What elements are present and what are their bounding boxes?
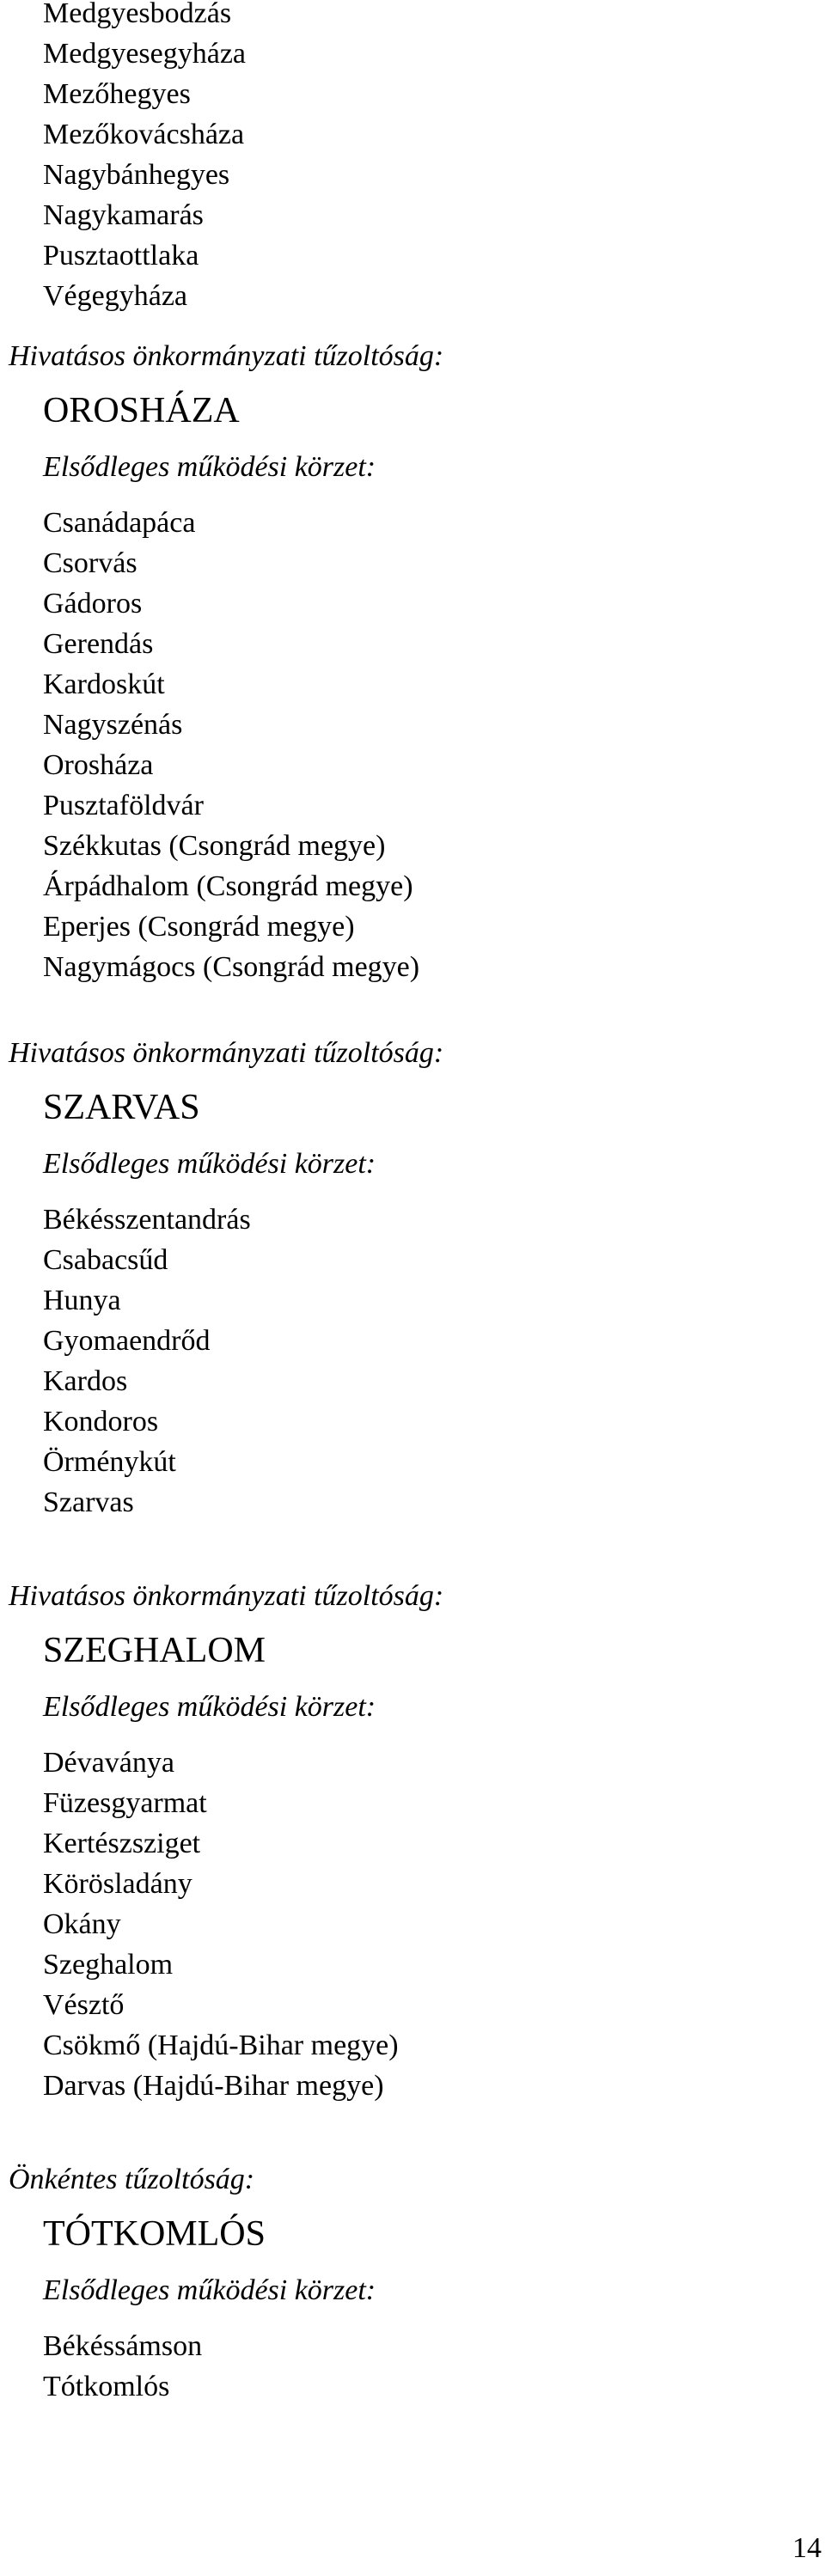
list-item: Eperjes (Csongrád megye) — [43, 911, 355, 943]
page-number: 14 — [792, 2532, 822, 2564]
service-area-label: Elsődleges működési körzet: — [43, 1691, 376, 1723]
list-item: Kertészsziget — [43, 1828, 201, 1859]
list-item: Hunya — [43, 1285, 121, 1316]
station-name: SZEGHALOM — [43, 1631, 266, 1670]
station-name: TÓTKOMLÓS — [43, 2214, 266, 2254]
list-item: Gyomaendrőd — [43, 1325, 211, 1357]
continuation-list — [0, 0, 825, 316]
list-item: Nagybánhegyes — [43, 159, 230, 191]
list-item: Körösladány — [43, 1868, 192, 1900]
list-item: Békéssámson — [43, 2330, 203, 2362]
list-item: Kardoskút — [43, 668, 165, 700]
list-item: Mezőkovácsháza — [43, 119, 245, 150]
list-item: Csorvás — [43, 547, 138, 579]
settlement-list — [0, 1199, 825, 1523]
list-item: Mezőhegyes — [43, 78, 191, 110]
list-item: Gádoros — [43, 588, 143, 620]
list-item: Kardos — [43, 1365, 128, 1397]
list-item: Árpádhalom (Csongrád megye) — [43, 870, 413, 902]
station-name: OROSHÁZA — [43, 391, 240, 430]
fire-department-type: Hivatásos önkormányzati tűzoltóság: — [9, 1580, 444, 1612]
list-item: Vésztő — [43, 1989, 125, 2021]
fire-department-type: Hivatásos önkormányzati tűzoltóság: — [9, 1037, 444, 1069]
list-item: Orosháza — [43, 749, 154, 781]
list-item: Végegyháza — [43, 280, 188, 312]
list-item: Örménykút — [43, 1446, 176, 1478]
list-item: Okány — [43, 1908, 121, 1940]
list-item: Szarvas — [43, 1486, 134, 1518]
section-totkomlos — [0, 2159, 825, 2407]
list-item: Darvas (Hajdú-Bihar megye) — [43, 2070, 384, 2102]
list-item: Szeghalom — [43, 1949, 174, 1981]
list-item: Pusztaföldvár — [43, 790, 204, 821]
list-item: Nagyszénás — [43, 709, 183, 741]
settlement-list — [0, 2326, 825, 2407]
list-item: Tótkomlós — [43, 2371, 170, 2402]
settlement-list — [0, 503, 825, 987]
section-szeghalom — [0, 1576, 825, 2106]
list-item: Füzesgyarmat — [43, 1787, 207, 1819]
list-item: Csanádapáca — [43, 507, 196, 539]
list-item: Dévaványa — [43, 1747, 174, 1779]
section-oroshaza — [0, 336, 825, 987]
service-area-label: Elsődleges működési körzet: — [43, 451, 376, 483]
fire-department-type: Hivatásos önkormányzati tűzoltóság: — [9, 340, 444, 372]
list-item: Nagykamarás — [43, 199, 204, 231]
fire-department-type: Önkéntes tűzoltóság: — [9, 2164, 255, 2195]
list-item: Nagymágocs (Csongrád megye) — [43, 951, 420, 983]
list-item: Békésszentandrás — [43, 1204, 251, 1236]
station-name: SZARVAS — [43, 1088, 200, 1127]
list-item: Pusztaottlaka — [43, 240, 199, 272]
list-item: Gerendás — [43, 628, 154, 660]
service-area-label: Elsődleges működési körzet: — [43, 2274, 376, 2306]
section-szarvas — [0, 1033, 825, 1523]
list-item: Kondoros — [43, 1406, 159, 1438]
list-item: Székkutas (Csongrád megye) — [43, 830, 386, 862]
settlement-list — [0, 1743, 825, 2106]
list-item: Csökmő (Hajdú-Bihar megye) — [43, 2030, 399, 2061]
service-area-label: Elsődleges működési körzet: — [43, 1148, 376, 1180]
list-item: Medgyesbodzás — [43, 0, 232, 29]
list-item: Csabacsűd — [43, 1244, 168, 1276]
list-item: Medgyesegyháza — [43, 38, 247, 70]
